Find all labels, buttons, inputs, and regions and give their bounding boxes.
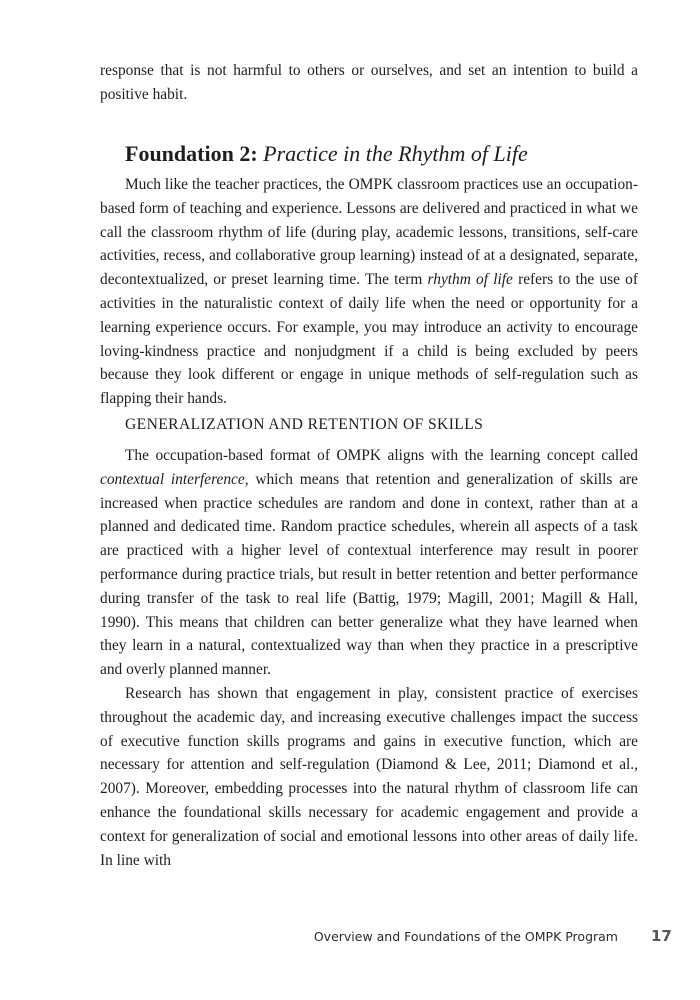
section-subheading: GENERALIZATION AND RETENTION OF SKILLS: [125, 416, 484, 433]
opening-paragraph: response that is not harmful to others or ourselves, and set an intention to build a positive habit.: [100, 62, 638, 103]
foundation-paragraph: [100, 173, 638, 411]
running-footer: Overview and Foundations of the OMPK Program: [313, 929, 618, 944]
foundation-body: [100, 173, 638, 411]
text-run: Much like the teacher practices, the OMPK classroom practices use an occupation-based form of teaching and experience. Lessons are delivered and practiced in what we call the classroom rhythm of life (during play, academic lessons, transitions, self-care activities, recess, and collaborative group learning) instead of at a designated, separate, decontextualized, or preset learning time. The term: [100, 176, 638, 289]
foundation-title: Practice in the Rhythm of Life: [263, 141, 528, 166]
foundation-heading: [125, 139, 528, 169]
page-number: 17: [651, 927, 672, 945]
text-run: The occupation-based format of OMPK aligns with the learning concept called: [125, 447, 638, 464]
foundation-label: Foundation 2:: [125, 141, 258, 166]
opening-text-block: [100, 59, 638, 107]
term-emphasis: contextual interference,: [100, 470, 249, 488]
generalization-body: [100, 444, 638, 872]
generalization-paragraph-1: [100, 444, 638, 682]
term-emphasis: rhythm of life: [427, 271, 513, 289]
generalization-paragraph-2: Research has shown that engagement in play, consistent practice of exercises throughout the academic day, and increasing executive challenges impact the success of executive function skills programs and gains in executive function, which are necessary for attention and self-regulation (Diamond & Lee, 2011; Diamond et al., 2007). Moreover, embedding processes into the natural rhythm of classroom life can enhance the foundational skills necessary for academic engagement and provide a context for generalization of social and emotional lessons into other areas of daily life. In line with: [100, 684, 638, 869]
text-run: refers to the use of activities in the naturalistic context of daily life when the need or opportunity for a learning experience occurs. For example, you may introduce an activity to encourage loving-kindness practice and nonjudgment if a child is being excluded by peers because they look different or engage in unique methods of self-regulation such as flapping their hands.: [100, 271, 638, 408]
text-run: which means that retention and generalization of skills are increased when practice schedules are random and done in context, rather than at a planned and dedicated time. Random practice schedules, wherein all aspects of a task are practiced with a higher level of contextual interference may result in poorer performance during practice trials, but result in better retention and better performance during transfer of the task to real life (Battig, 1979; Magill, 2001; Magill & Hall, 1990). This means that children can better generalize what they have learned when they learn in a natural, contextualized way than when they practice in a prescriptive and overly planned manner.: [100, 470, 638, 679]
